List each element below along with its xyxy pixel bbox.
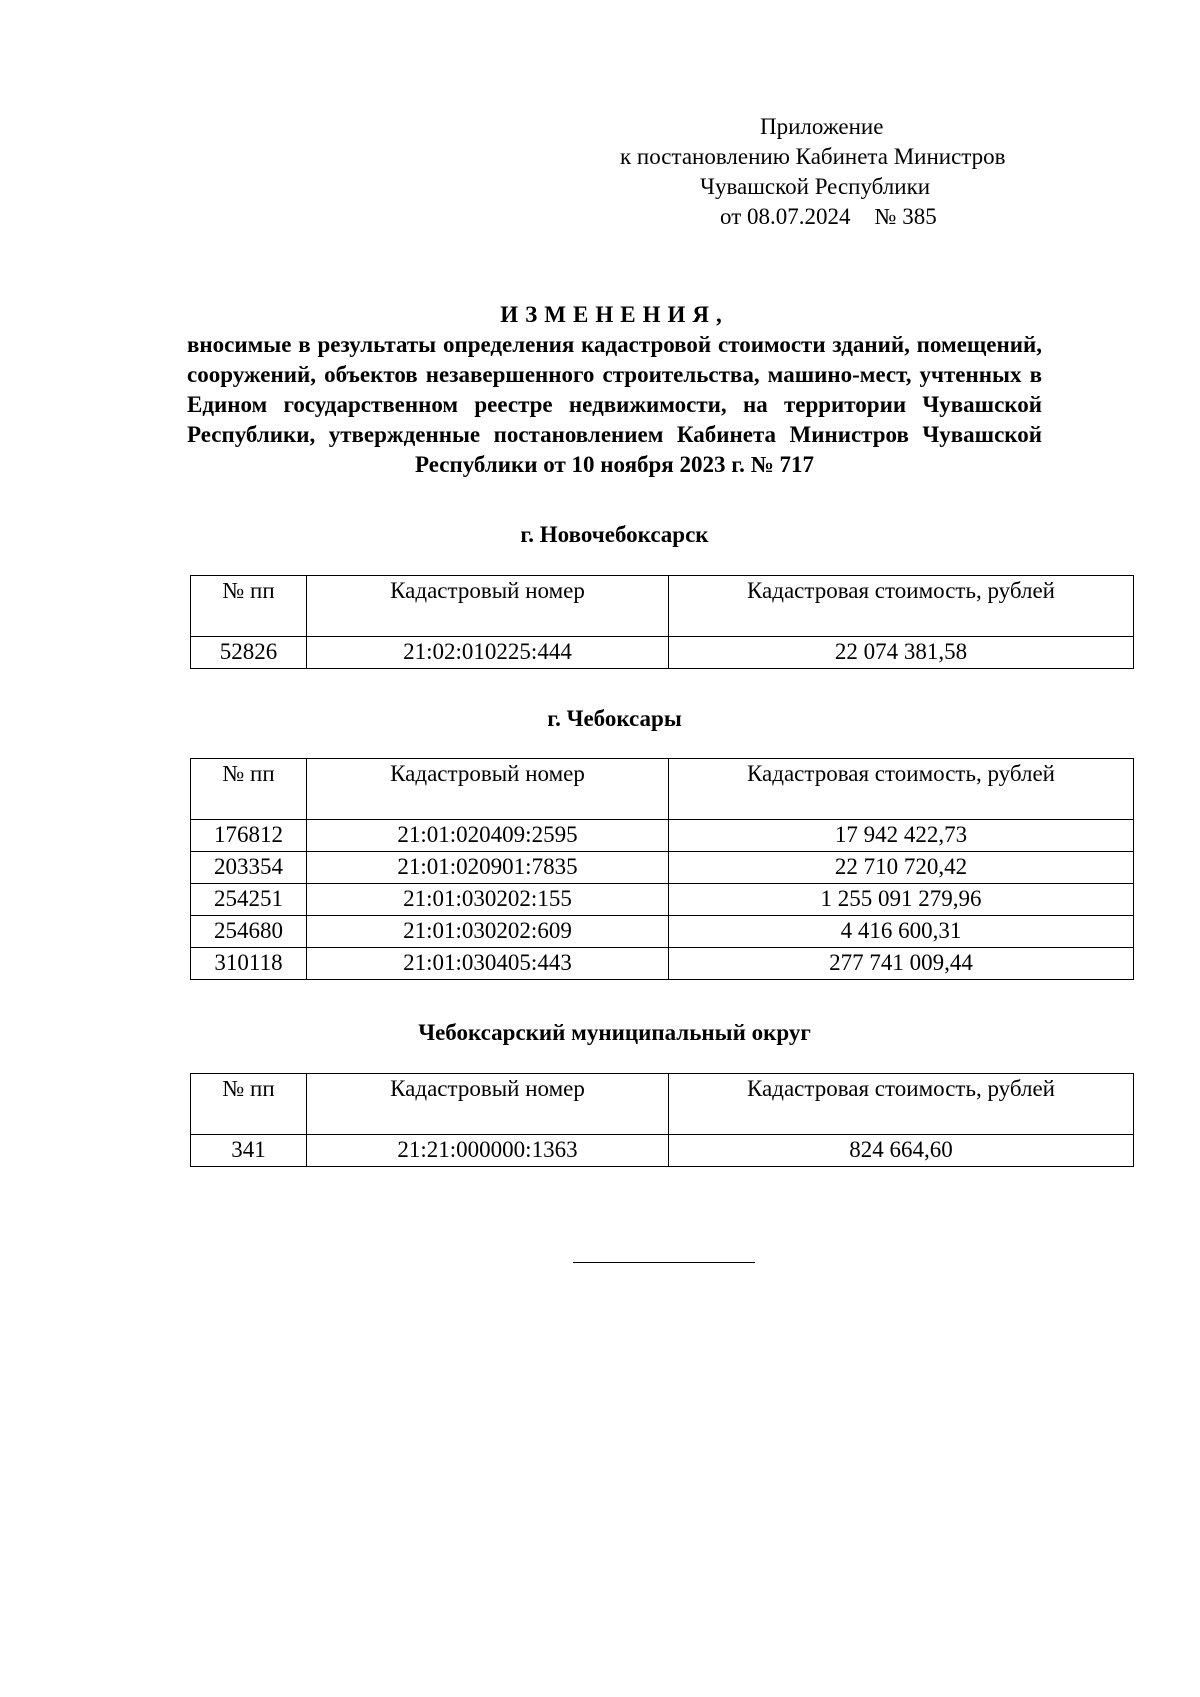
cadastral-table-cheboksary [190,758,1134,980]
cell-value: 824 664,60 [669,1135,1134,1167]
cell-num: 52826 [191,637,307,669]
appendix-resolution: к постановлению Кабинета Министров [620,144,1006,169]
cell-num: 176812 [191,820,307,852]
table-row [191,916,1134,948]
table-header-row [191,759,1134,820]
document-title [187,300,1042,480]
cell-cadastral-number: 21:01:020409:2595 [307,820,669,852]
header-cadastral-number: Кадастровый номер [307,1074,669,1135]
cell-cadastral-number: 21:01:020901:7835 [307,852,669,884]
cell-value: 1 255 091 279,96 [669,884,1134,916]
table-row [191,852,1134,884]
closing-divider [573,1262,755,1263]
appendix-republic: Чувашской Республики [700,174,931,199]
header-cadastral-number: Кадастровый номер [307,759,669,820]
cell-num: 310118 [191,948,307,980]
appendix-number: № 385 [874,204,937,229]
appendix-label: Приложение [760,114,884,139]
header-cadastral-number: Кадастровый номер [307,576,669,637]
cell-cadastral-number: 21:01:030202:155 [307,884,669,916]
section-title-cheboksarsky-district: Чебоксарский муниципальный округ [418,1020,811,1045]
header-cadastral-value: Кадастровая стоимость, рублей [669,576,1134,637]
cell-value: 22 074 381,58 [669,637,1134,669]
cell-cadastral-number: 21:02:010225:444 [307,637,669,669]
cell-value: 17 942 422,73 [669,820,1134,852]
cell-value: 277 741 009,44 [669,948,1134,980]
header-cadastral-value: Кадастровая стоимость, рублей [669,1074,1134,1135]
cadastral-table-novocheboksarsk [190,575,1134,669]
cell-num: 203354 [191,852,307,884]
header-num: № пп [191,1074,307,1135]
cadastral-table-cheboksarsky-district [190,1073,1134,1167]
title-text: вносимые в результаты определения кадастровой стоимости зданий, помещений, сооружений, объектов незавершенного строительства, машино-мест, учтенных в Едином государственном реестре недвижимости, на территории Чувашской Республики, утвержденные постановлением Кабинета Министров Чувашской Республики от 10 ноября 2023 г. № 717 [187,332,1042,477]
header-num: № пп [191,759,307,820]
table-row [191,820,1134,852]
cell-num: 254680 [191,916,307,948]
cell-cadastral-number: 21:01:030405:443 [307,948,669,980]
cell-cadastral-number: 21:01:030202:609 [307,916,669,948]
table-row [191,637,1134,669]
cell-num: 341 [191,1135,307,1167]
table-header-row [191,1074,1134,1135]
header-num: № пп [191,576,307,637]
section-title-novocheboksarsk: г. Новочебоксарск [520,522,709,547]
table-row [191,948,1134,980]
table-row [191,1135,1134,1167]
cell-value: 22 710 720,42 [669,852,1134,884]
cell-cadastral-number: 21:21:000000:1363 [307,1135,669,1167]
title-heading: ИЗМЕНЕНИЯ, [500,302,729,327]
table-row [191,884,1134,916]
appendix-date: от 08.07.2024 [720,204,851,229]
appendix-date-number [620,202,1040,232]
table-header-row [191,576,1134,637]
appendix-block [620,112,1040,232]
cell-num: 254251 [191,884,307,916]
cell-value: 4 416 600,31 [669,916,1134,948]
header-cadastral-value: Кадастровая стоимость, рублей [669,759,1134,820]
section-title-cheboksary: г. Чебоксары [547,706,682,731]
